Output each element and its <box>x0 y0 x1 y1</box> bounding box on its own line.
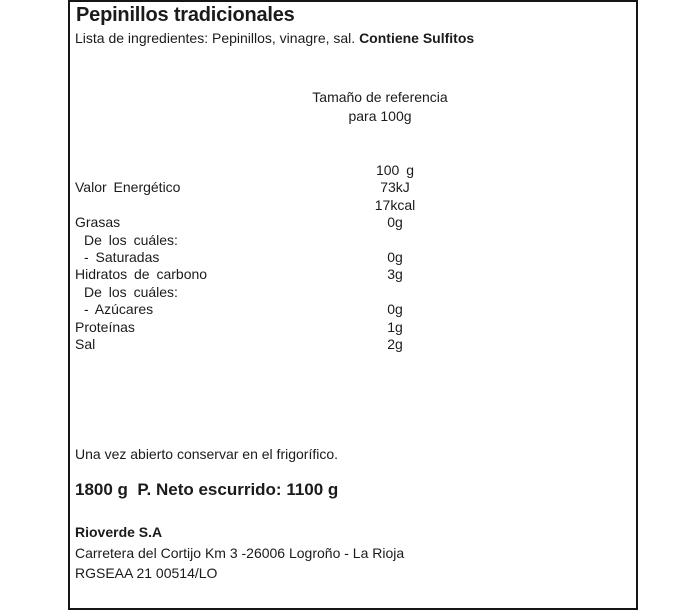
nutrition-row-protein <box>75 319 630 336</box>
nutrition-value: 73kJ <box>380 179 410 196</box>
serving-reference-line2: para 100g <box>348 108 412 124</box>
nutrition-label: - Azúcares <box>84 301 154 318</box>
nutrition-value: 0g <box>387 248 403 265</box>
ingredients-line <box>75 30 474 46</box>
serving-reference-line1: Tamaño de referencia <box>312 89 448 105</box>
manufacturer-registration: RGSEAA 21 00514/LO <box>75 565 218 581</box>
nutrition-value: 0g <box>387 301 403 318</box>
nutrition-row-saturates <box>75 249 630 266</box>
product-title: Pepinillos tradicionales <box>76 4 295 26</box>
allergen-statement: Contiene Sulfitos <box>359 30 475 46</box>
ingredients-text: Lista de ingredientes: Pepinillos, vinagre, sal. <box>75 30 360 46</box>
nutrition-label: Grasas <box>75 214 121 231</box>
nutrition-label: De los cuáles: <box>84 231 178 248</box>
nutrition-label: Sal <box>75 335 96 352</box>
nutrition-row-of-which-fat <box>75 232 630 249</box>
label-box <box>68 0 638 610</box>
nutrition-row-energy-kj <box>75 179 630 196</box>
nutrition-value: 0g <box>387 214 403 231</box>
nutrition-value: 2g <box>387 335 403 352</box>
nutrition-value: 17kcal <box>374 196 416 213</box>
nutrition-table <box>75 162 630 353</box>
serving-reference <box>200 88 560 126</box>
nutrition-row-fat <box>75 214 630 231</box>
manufacturer-info <box>75 522 404 584</box>
manufacturer-address: Carretera del Cortijo Km 3 -26006 Logroño - La Rioja <box>75 544 405 561</box>
nutrition-row-sugars <box>75 301 630 318</box>
nutrition-row-of-which-carbs <box>75 284 630 301</box>
manufacturer-name: Rioverde S.A <box>75 524 163 540</box>
nutrition-label: Valor Energético <box>75 179 181 196</box>
nutrition-label: - Saturadas <box>84 248 160 265</box>
net-weight-line: 1800 g P. Neto escurrido: 1100 g <box>75 480 339 499</box>
nutrition-label: Proteínas <box>75 318 135 335</box>
nutrition-row-energy-kcal <box>75 197 630 214</box>
nutrition-column-header: 100 g <box>375 162 415 178</box>
nutrition-row-salt <box>75 336 630 353</box>
nutrition-value: 1g <box>387 318 403 335</box>
nutrition-label: De los cuáles: <box>84 283 178 300</box>
nutrition-row-carbohydrates <box>75 266 630 283</box>
nutrition-column-header-row <box>75 162 630 179</box>
nutrition-label: Hidratos de carbono <box>75 266 208 283</box>
nutrition-value: 3g <box>387 266 403 283</box>
storage-note: Una vez abierto conservar en el frigorífico. <box>75 446 339 462</box>
